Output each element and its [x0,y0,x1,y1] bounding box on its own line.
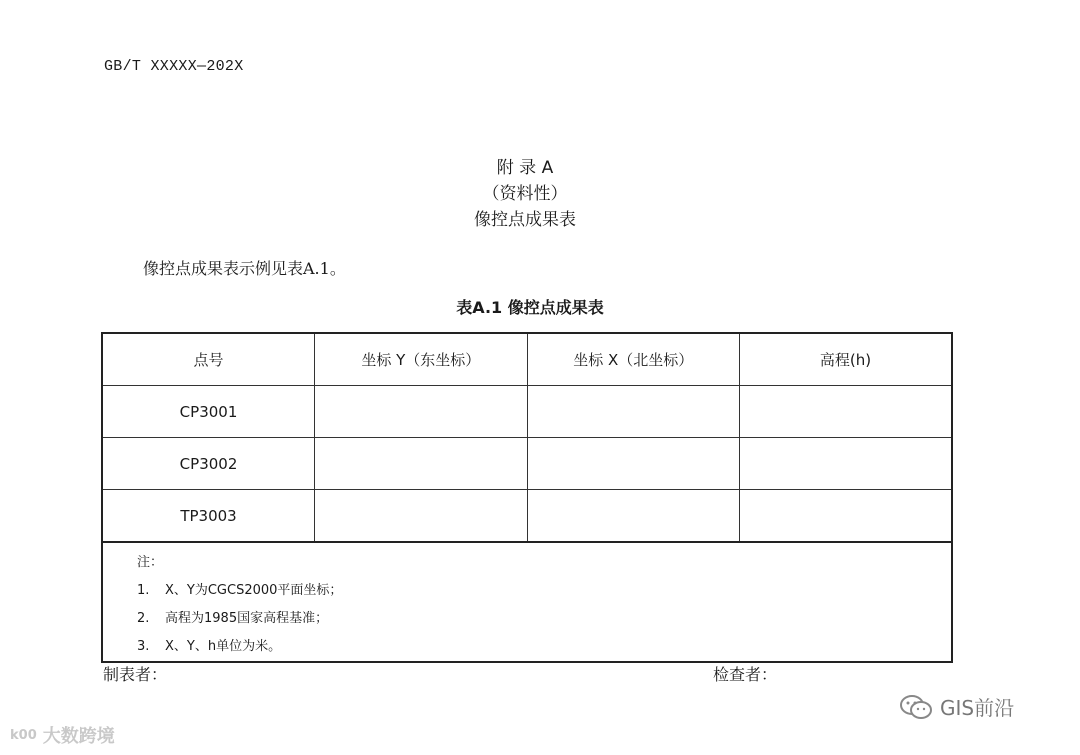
cell-coord-y [315,490,527,543]
watermark-logo: k00 [10,727,37,743]
appendix-heading [0,155,1050,233]
note-item [137,633,951,661]
checked-by-label: 检查者： [713,665,778,684]
notes-cell [102,542,952,662]
watermark-dashu [10,722,115,748]
table-row [102,490,952,543]
notes-title: 注： [137,555,164,570]
cell-point-id: CP3001 [102,386,315,438]
table-row [102,438,952,490]
note-number: 3. [137,639,150,654]
cell-coord-x [527,490,739,543]
header-point-id: 点号 [102,333,315,386]
appendix-title: 像控点成果表 [474,210,576,230]
cell-coord-x [527,386,739,438]
note-number: 1. [137,583,150,598]
cell-elevation [740,386,952,438]
table-row [102,386,952,438]
appendix-type: （资料性） [482,184,568,204]
cell-point-id: CP3002 [102,438,315,490]
cell-elevation [740,438,952,490]
watermark-gis [898,692,1014,721]
watermark-dashu-text: 大数跨境 [42,726,115,747]
appendix-label: 附 录 A [496,158,554,178]
cell-point-id: TP3003 [102,490,315,543]
cell-coord-y [315,438,527,490]
cell-coord-y [315,386,527,438]
cell-coord-x [527,438,739,490]
watermark-gis-text: GIS前沿 [940,696,1015,720]
header-elevation: 高程(h) [740,333,952,386]
header-coord-y: 坐标 Y（东坐标） [315,333,527,386]
results-table [101,332,953,663]
note-text: X、Y为CGCS2000平面坐标； [165,583,343,598]
note-text: X、Y、h单位为米。 [165,639,282,654]
note-item [137,605,951,633]
table-header-row [102,333,952,386]
note-text: 高程为1985国家高程基准； [165,611,329,626]
notes-row [102,542,952,662]
header-coord-x: 坐标 X（北坐标） [527,333,739,386]
prepared-by-label: 制表者： [103,665,168,684]
cell-elevation [740,490,952,543]
document-code: GB/T XXXXX—202X [104,58,244,75]
table-caption: 表A.1 像控点成果表 [456,298,604,317]
note-number: 2. [137,611,150,626]
note-item [137,577,951,605]
intro-paragraph: 像控点成果表示例见表A.1。 [143,259,346,278]
wechat-icon [898,693,934,721]
